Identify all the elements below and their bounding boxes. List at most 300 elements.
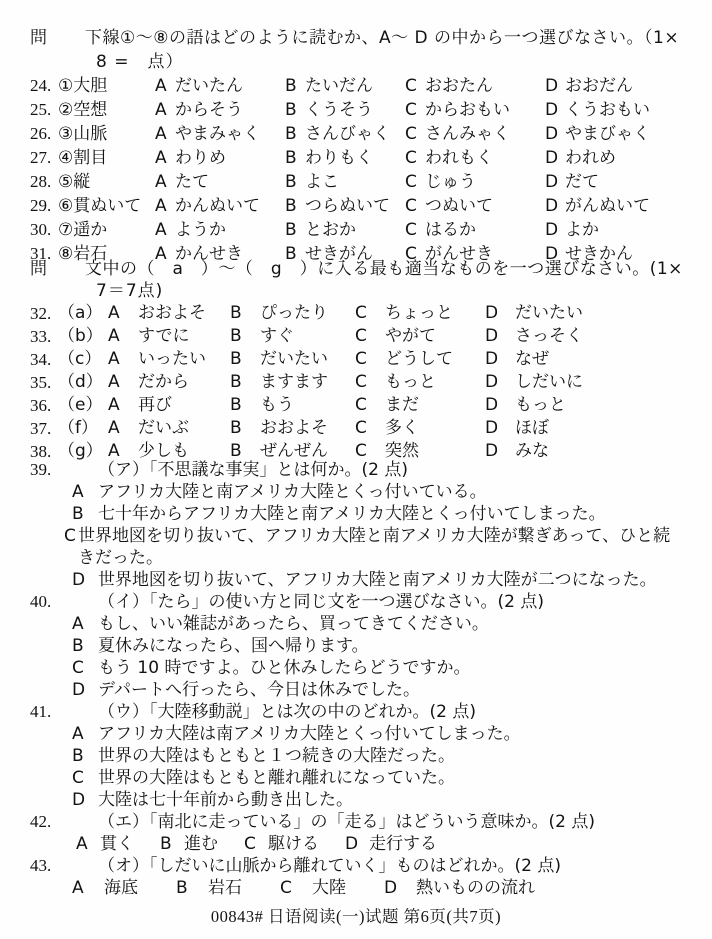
section2-prompt-text: 文中の（ a ）～（ g ）に入る最も適当なものを一つ選びなさい。(1× — [85, 259, 683, 279]
question-number: 40. — [30, 592, 52, 611]
blank-letter: （b） — [58, 326, 103, 346]
reading-question-41 — [30, 701, 684, 811]
option-a-label: A — [155, 124, 167, 144]
inline-options-row — [72, 877, 684, 899]
option-d — [545, 98, 684, 122]
reading-question-43 — [30, 855, 684, 899]
option-c — [405, 170, 545, 194]
option-c-label: C — [355, 418, 367, 438]
option-d-text: ほぼ — [515, 418, 549, 438]
option-c — [405, 74, 545, 98]
option-d-text: なぜ — [515, 349, 549, 369]
option-d-label: D — [545, 76, 559, 96]
option-c-text: われもく — [425, 148, 493, 168]
blank-letter: （g） — [58, 441, 103, 461]
option-c-label: C — [355, 372, 367, 392]
vocab-question-row — [30, 170, 684, 194]
option-c-text: はるか — [425, 220, 476, 240]
option-d-label: D — [545, 220, 559, 240]
option-b-label: B — [230, 372, 242, 392]
option-d-text: 世界地図を切り抜いて、アフリカ大陸と南アメリカ大陸が二つになった。 — [98, 570, 657, 590]
question-stem: （ウ）「大陸移動説」とは次の中のどれか。(2 点) — [98, 702, 476, 722]
option-d-text: 走行する — [369, 834, 437, 854]
option-b-text: ぴったり — [260, 303, 328, 323]
option-d-label: D — [72, 570, 86, 590]
section2-question-marker: 問 — [30, 259, 47, 279]
option-b-label: B — [285, 220, 297, 240]
option-d — [545, 218, 684, 242]
question-stem-row — [30, 855, 684, 877]
section1-prompt — [30, 26, 684, 50]
reading-comprehension-section — [30, 459, 684, 899]
option-d — [485, 325, 684, 348]
section1-prompt-continuation: 8 = 点） — [96, 52, 184, 72]
option-c-text: 突然 — [385, 441, 419, 461]
option-c-text: おおたん — [425, 76, 493, 96]
option-d-text: デパートへ行ったら、今日は休みでした。 — [98, 680, 420, 700]
question-number: 33. — [30, 327, 52, 346]
question-stem-row — [30, 591, 684, 613]
question-number: 31. — [30, 244, 52, 263]
option-a-text: 再び — [138, 395, 172, 415]
option-d — [485, 417, 684, 440]
question-number: 32. — [30, 304, 52, 323]
option-d — [384, 877, 535, 899]
fill-in-question-row — [30, 348, 684, 371]
option-c-label: C — [355, 349, 367, 369]
option-d — [485, 394, 684, 417]
option-d-text: 熱いものの流れ — [416, 878, 535, 898]
option-c — [72, 767, 684, 789]
question-number: 26. — [30, 124, 52, 143]
option-a-text: かんぬいて — [175, 196, 260, 216]
option-d-label: D — [72, 790, 86, 810]
option-b-text: おおよそ — [260, 418, 328, 438]
option-b-text: さんびゃく — [305, 124, 390, 144]
option-b — [285, 122, 405, 146]
option-d-text: おおだん — [565, 76, 633, 96]
option-a — [155, 170, 285, 194]
option-d-label: D — [485, 349, 499, 369]
question-number: 24. — [30, 76, 52, 95]
fill-in-question-row — [30, 325, 684, 348]
option-a-text: からそう — [175, 100, 243, 120]
vocab-question-row — [30, 98, 684, 122]
option-a — [72, 723, 684, 745]
option-c-label: C — [405, 172, 417, 192]
option-c — [72, 657, 684, 679]
option-a-label: A — [108, 395, 120, 415]
option-a — [155, 98, 285, 122]
option-b-label: B — [230, 303, 242, 323]
option-a-text: いったい — [138, 349, 206, 369]
option-c-text: もっと — [385, 372, 436, 392]
fill-in-section — [30, 258, 684, 463]
option-d-label: D — [545, 244, 559, 264]
option-d-text: 大陸は七十年前から動き出した。 — [98, 790, 353, 810]
option-c-text: まだ — [385, 395, 419, 415]
option-a — [72, 613, 684, 635]
fill-in-question-row — [30, 371, 684, 394]
option-d — [545, 194, 684, 218]
option-c — [355, 348, 485, 371]
option-a-text: かんせき — [175, 244, 243, 264]
option-b — [72, 745, 684, 767]
option-a-text: やまみゃく — [175, 124, 260, 144]
fill-in-question-row — [30, 394, 684, 417]
inline-options-row — [76, 833, 684, 855]
vocab-question-row — [30, 122, 684, 146]
option-c-label: C — [355, 441, 367, 461]
option-d — [545, 146, 684, 170]
option-c-text: 駆ける — [268, 834, 319, 854]
question-number: 30. — [30, 220, 52, 239]
option-c-label: C — [244, 834, 256, 854]
option-c-label: C — [355, 326, 367, 346]
blank-letter: （d） — [58, 372, 103, 392]
option-c — [280, 877, 346, 899]
fill-in-question-row — [30, 417, 684, 440]
question-number: 37. — [30, 419, 52, 438]
option-a-text: わりめ — [175, 148, 226, 168]
option-c-text: ちょっと — [385, 303, 453, 323]
option-d — [72, 789, 684, 811]
option-c-label: C — [64, 526, 76, 546]
question-stem: （ア）「不思議な事実」とは何か。(2 点) — [98, 460, 408, 480]
option-b-label: B — [285, 172, 297, 192]
option-b-text: 進む — [184, 834, 218, 854]
target-word: ④割目 — [58, 148, 108, 168]
option-a — [155, 122, 285, 146]
option-b-text: ますます — [260, 372, 328, 392]
vocab-question-row — [30, 194, 684, 218]
option-c — [355, 302, 485, 325]
option-b-text: とおか — [305, 220, 356, 240]
blank-letter: （f） — [58, 418, 98, 438]
option-d-label: D — [485, 372, 499, 392]
option-a — [155, 74, 285, 98]
question-stem: （イ）「たら」の使い方と同じ文を一つ選びなさい。(2 点) — [98, 592, 544, 612]
vocab-question-table — [30, 74, 684, 266]
option-d — [345, 833, 437, 855]
question-number: 25. — [30, 100, 52, 119]
option-b-text: 夏休みになったら、国へ帰ります。 — [98, 636, 369, 656]
question-number: 39. — [30, 460, 52, 479]
option-d — [485, 371, 684, 394]
option-d-text: われめ — [565, 148, 616, 168]
option-d-text: せきかん — [565, 244, 633, 264]
option-b — [230, 394, 355, 417]
option-d-text: だいたい — [515, 303, 583, 323]
option-a-text: 少しも — [138, 441, 189, 461]
section1-prompt-text: 下線①～⑧の語はどのように読むか、A～ D の中から一つ選びなさい。（1× — [85, 28, 680, 48]
option-a-text: すでに — [138, 326, 190, 346]
option-c — [405, 218, 545, 242]
option-b-label: B — [285, 100, 297, 120]
option-c — [405, 146, 545, 170]
option-b-label: B — [72, 504, 84, 524]
option-a-text: 貫く — [100, 834, 134, 854]
option-b-text: すぐ — [260, 326, 294, 346]
option-d-label: D — [485, 441, 499, 461]
option-b-label: B — [285, 196, 297, 216]
option-b-text: くうそう — [305, 100, 373, 120]
option-a-text: だいたん — [175, 76, 243, 96]
question-number: 41. — [30, 702, 52, 721]
option-b-label: B — [285, 148, 297, 168]
option-b-label: B — [176, 878, 188, 898]
option-a — [108, 371, 230, 394]
option-a-label: A — [155, 100, 167, 120]
option-a-text: 海底 — [104, 878, 138, 898]
option-d-label: D — [545, 172, 559, 192]
option-b-label: B — [230, 395, 242, 415]
option-d-text: くうおもい — [565, 100, 650, 120]
option-b — [160, 833, 218, 855]
option-c-label: C — [355, 395, 367, 415]
option-b — [230, 348, 355, 371]
option-c-text: どうして — [385, 349, 453, 369]
option-d-text: だて — [565, 172, 599, 192]
option-c-label: C — [405, 124, 417, 144]
target-word: ⑥貫ぬいて — [58, 196, 142, 216]
option-b-label: B — [285, 76, 297, 96]
option-c-text: やがて — [385, 326, 436, 346]
option-d-text: もっと — [515, 395, 566, 415]
option-c-text: からおもい — [425, 100, 510, 120]
option-d-text: よか — [565, 220, 599, 240]
option-a-label: A — [108, 418, 120, 438]
option-d-text: みな — [515, 441, 549, 461]
question-stem-row — [30, 701, 684, 723]
fill-in-question-row — [30, 302, 684, 325]
option-a — [155, 218, 285, 242]
option-a-text: だから — [138, 372, 189, 392]
fill-in-question-table — [30, 302, 684, 463]
option-c-text: 多く — [385, 418, 419, 438]
option-d-label: D — [72, 680, 86, 700]
option-a — [155, 194, 285, 218]
question-number: 38. — [30, 442, 52, 461]
option-c — [355, 325, 485, 348]
target-word: ⑤縦 — [58, 172, 91, 192]
option-c-label: C — [355, 303, 367, 323]
option-c-label: C — [405, 220, 417, 240]
option-d — [485, 348, 684, 371]
option-d-label: D — [485, 326, 499, 346]
option-b — [230, 302, 355, 325]
option-d-text: しだいに — [515, 372, 583, 392]
option-b-label: B — [230, 349, 242, 369]
question-number: 29. — [30, 196, 52, 215]
option-b-text: よこ — [305, 172, 339, 192]
option-c-text: つぬいて — [425, 196, 493, 216]
option-a-label: A — [108, 372, 120, 392]
option-a-label: A — [72, 724, 84, 744]
option-a — [108, 417, 230, 440]
option-b-label: B — [72, 746, 84, 766]
target-word: ⑦遥か — [58, 220, 108, 240]
option-a — [72, 877, 138, 899]
option-c-text: 世界の大陸はもともと離れ離れになっていた。 — [98, 768, 455, 788]
option-b-text: 世界の大陸はもともと１つ続きの大陸だった。 — [98, 746, 455, 766]
option-b — [285, 98, 405, 122]
option-b — [230, 325, 355, 348]
option-c — [64, 525, 684, 569]
option-a-label: A — [155, 172, 167, 192]
option-d-label: D — [485, 303, 499, 323]
question-number: 35. — [30, 373, 52, 392]
option-b-label: B — [285, 124, 297, 144]
option-d — [72, 569, 684, 591]
option-b — [285, 74, 405, 98]
option-b-label: B — [230, 418, 242, 438]
question-number: 27. — [30, 148, 52, 167]
reading-question-42 — [30, 811, 684, 855]
option-a-label: A — [72, 482, 84, 502]
option-b — [285, 194, 405, 218]
vocab-question-row — [30, 146, 684, 170]
option-c-text: 大陸 — [312, 878, 346, 898]
option-a-label: A — [155, 244, 167, 264]
question-number: 34. — [30, 350, 52, 369]
option-a — [108, 394, 230, 417]
option-b-text: 七十年からアフリカ大陸と南アメリカ大陸とくっ付いてしまった。 — [98, 504, 606, 524]
page-footer: 00843# 日语阅读(一)试题 第6页(共7页) — [210, 907, 502, 926]
question-stem: （オ）「しだいに山脈から離れていく」ものはどれか。(2 点) — [98, 856, 561, 876]
option-d-label: D — [384, 878, 398, 898]
option-a-label: A — [108, 303, 120, 323]
option-a — [76, 833, 134, 855]
question-stem-row — [30, 459, 684, 481]
option-b — [72, 503, 684, 525]
option-b — [285, 170, 405, 194]
section2-prompt — [30, 258, 684, 280]
question-stem-row — [30, 811, 684, 833]
option-a — [108, 348, 230, 371]
option-c-label: C — [405, 76, 417, 96]
option-a-text: もし、いい雑誌があったら、買ってきてください。 — [98, 614, 489, 634]
vocab-question-row — [30, 74, 684, 98]
option-d — [72, 679, 684, 701]
question-number: 28. — [30, 172, 52, 191]
option-d-label: D — [485, 395, 499, 415]
option-d-label: D — [545, 148, 559, 168]
option-a-text: たて — [175, 172, 209, 192]
option-b — [176, 877, 242, 899]
option-c-label: C — [405, 196, 417, 216]
option-d — [545, 74, 684, 98]
option-c — [355, 371, 485, 394]
option-d-text: がんぬいて — [565, 196, 650, 216]
option-c — [355, 394, 485, 417]
option-a-label: A — [108, 441, 120, 461]
option-b-label: B — [285, 244, 297, 264]
vocab-reading-section — [30, 26, 684, 266]
reading-question-40 — [30, 591, 684, 701]
reading-question-39 — [30, 459, 684, 591]
option-d-label: D — [545, 196, 559, 216]
option-c — [405, 122, 545, 146]
option-a — [108, 325, 230, 348]
question-number: 43. — [30, 856, 52, 875]
option-d-label: D — [345, 834, 359, 854]
option-b-text: もう — [260, 395, 294, 415]
option-c-text: がんせき — [425, 244, 493, 264]
option-a — [72, 481, 684, 503]
option-b — [285, 218, 405, 242]
option-d — [545, 170, 684, 194]
blank-letter: （c） — [58, 349, 102, 369]
option-c — [405, 98, 545, 122]
option-a-label: A — [72, 614, 84, 634]
question-number: 42. — [30, 812, 52, 831]
option-d-text: やまびゃく — [565, 124, 650, 144]
option-b-label: B — [160, 834, 172, 854]
vocab-question-row — [30, 218, 684, 242]
option-c-text: もう 10 時ですよ。ひと休みしたらどうですか。 — [98, 658, 471, 678]
option-c-text: さんみゃく — [425, 124, 510, 144]
option-b — [230, 371, 355, 394]
option-a-label: A — [155, 76, 167, 96]
option-c-label: C — [72, 658, 84, 678]
question-stem: （エ）「南北に走っている」の「走る」はどういう意味か。(2 点) — [98, 812, 595, 832]
blank-letter: （e） — [58, 395, 103, 415]
option-c-text: じゅう — [425, 172, 476, 192]
option-b-label: B — [230, 441, 242, 461]
target-word: ①大胆 — [58, 76, 108, 96]
option-a-text: アフリカ大陸は南アメリカ大陸とくっ付いてしまった。 — [98, 724, 521, 744]
option-c-label: C — [405, 148, 417, 168]
option-a-label: A — [108, 349, 120, 369]
option-b-label: B — [230, 326, 242, 346]
option-a-text: おおよそ — [138, 303, 206, 323]
option-b-text: せきがん — [305, 244, 373, 264]
option-b-text: たいだん — [305, 76, 373, 96]
option-d-label: D — [545, 100, 559, 120]
option-d-label: D — [545, 124, 559, 144]
section1-question-marker: 問 — [30, 28, 47, 48]
option-c — [405, 194, 545, 218]
target-word: ③山脈 — [58, 124, 108, 144]
option-c-label: C — [72, 768, 84, 788]
option-b-label: B — [72, 636, 84, 656]
option-d-text: さっそく — [515, 326, 583, 346]
option-d — [545, 122, 684, 146]
target-word: ②空想 — [58, 100, 108, 120]
option-d — [485, 302, 684, 325]
section2-prompt-continuation: 7＝7点) — [96, 281, 164, 301]
option-c — [244, 833, 319, 855]
option-a-text: だいぶ — [138, 418, 189, 438]
option-b — [230, 417, 355, 440]
option-a — [155, 146, 285, 170]
option-c-label: C — [405, 244, 417, 264]
option-b-text: ぜんぜん — [260, 441, 328, 461]
blank-letter: （a） — [58, 303, 103, 323]
option-a-text: ようか — [175, 220, 226, 240]
option-a-label: A — [155, 148, 167, 168]
option-b — [285, 146, 405, 170]
option-b-text: わりもく — [305, 148, 373, 168]
option-c — [355, 417, 485, 440]
target-word: ⑧岩石 — [58, 244, 108, 264]
question-number: 36. — [30, 396, 52, 415]
option-a-label: A — [108, 326, 120, 346]
option-b-text: 岩石 — [208, 878, 242, 898]
option-d-label: D — [485, 418, 499, 438]
option-a-label: A — [155, 196, 167, 216]
